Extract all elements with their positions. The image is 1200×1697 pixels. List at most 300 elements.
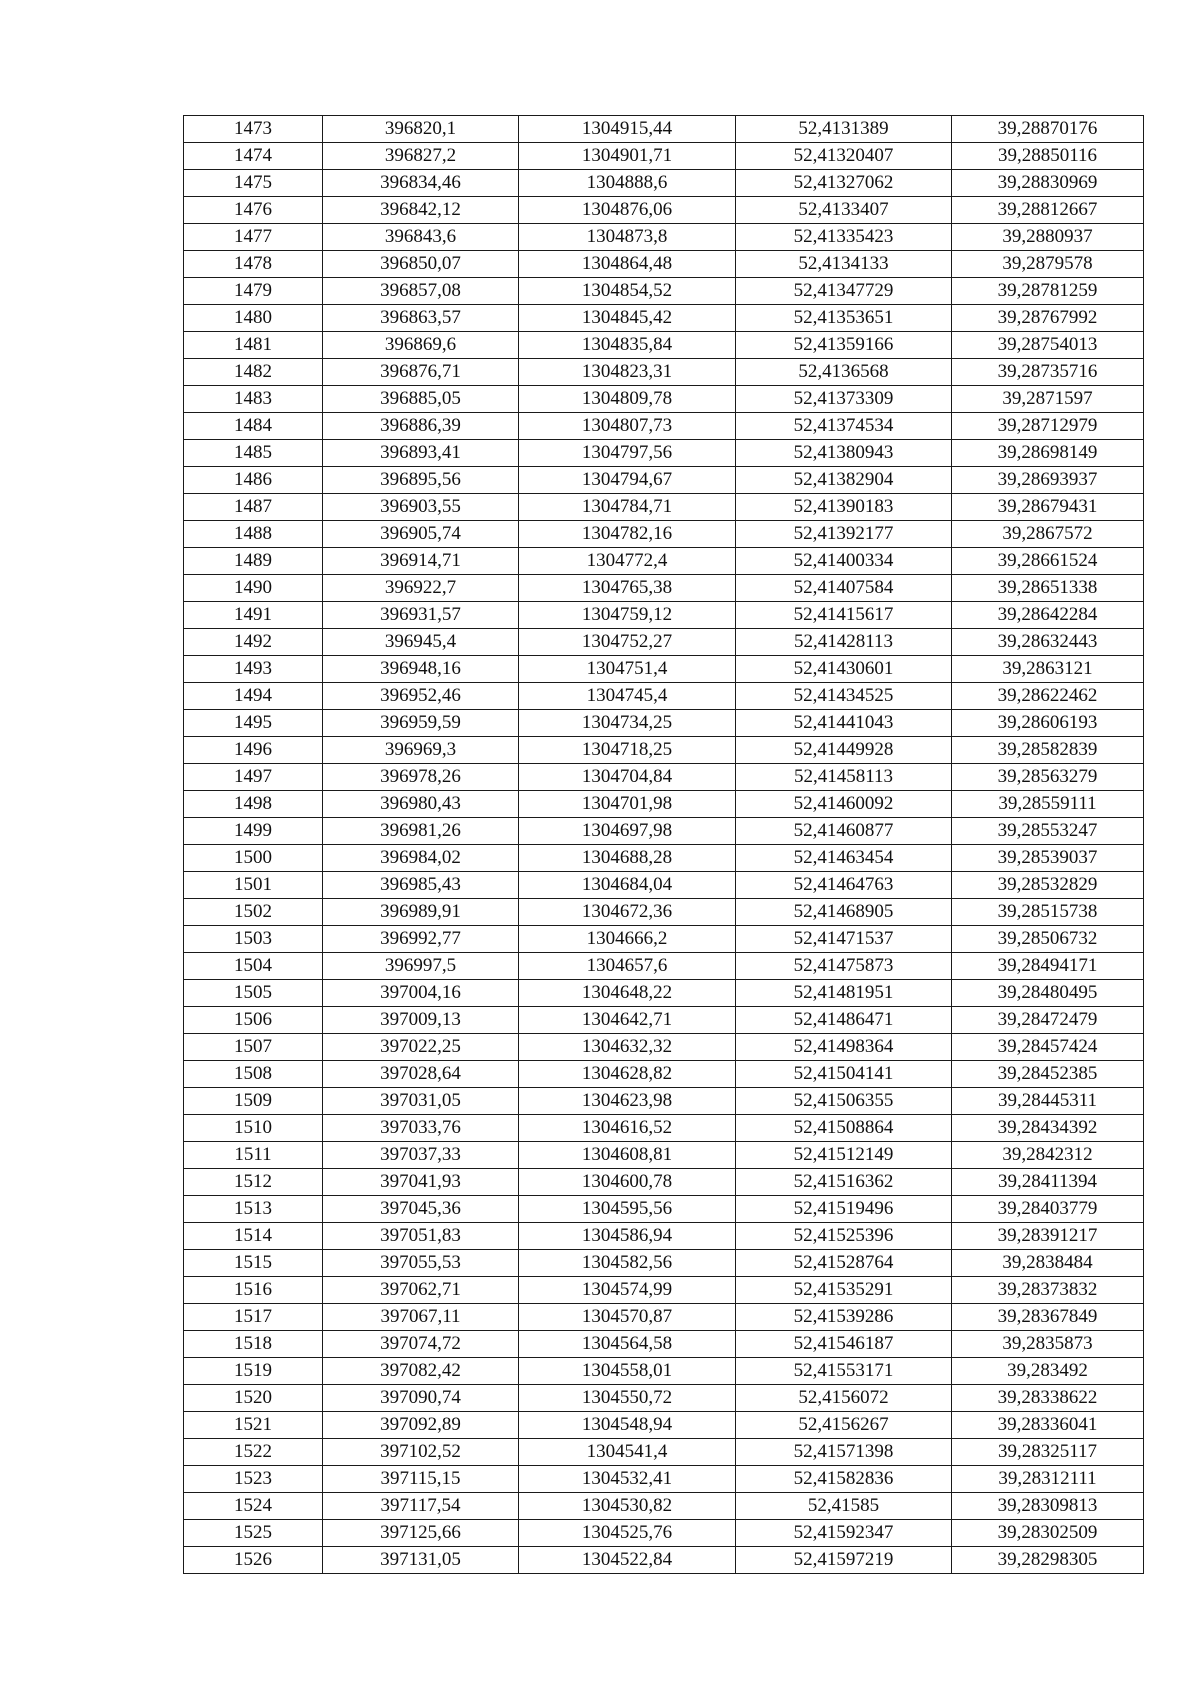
x-coordinate-cell: 396969,3	[323, 737, 519, 764]
longitude-cell: 39,28539037	[952, 845, 1144, 872]
longitude-cell: 39,2871597	[952, 386, 1144, 413]
longitude-cell: 39,28632443	[952, 629, 1144, 656]
table-row	[184, 224, 1144, 251]
latitude-cell: 52,41597219	[736, 1547, 952, 1574]
latitude-cell: 52,41392177	[736, 521, 952, 548]
latitude-cell: 52,41464763	[736, 872, 952, 899]
x-coordinate-cell: 397115,15	[323, 1466, 519, 1493]
table-row	[184, 1466, 1144, 1493]
longitude-cell: 39,28336041	[952, 1412, 1144, 1439]
table-row	[184, 845, 1144, 872]
latitude-cell: 52,41468905	[736, 899, 952, 926]
y-coordinate-cell: 1304704,84	[519, 764, 736, 791]
longitude-cell: 39,28515738	[952, 899, 1144, 926]
longitude-cell: 39,28403779	[952, 1196, 1144, 1223]
table-row	[184, 170, 1144, 197]
longitude-cell: 39,28812667	[952, 197, 1144, 224]
point-number-cell: 1520	[184, 1385, 323, 1412]
y-coordinate-cell: 1304688,28	[519, 845, 736, 872]
longitude-cell: 39,28472479	[952, 1007, 1144, 1034]
x-coordinate-cell: 397028,64	[323, 1061, 519, 1088]
latitude-cell: 52,41486471	[736, 1007, 952, 1034]
point-number-cell: 1499	[184, 818, 323, 845]
longitude-cell: 39,2879578	[952, 251, 1144, 278]
y-coordinate-cell: 1304807,73	[519, 413, 736, 440]
y-coordinate-cell: 1304745,4	[519, 683, 736, 710]
longitude-cell: 39,28506732	[952, 926, 1144, 953]
y-coordinate-cell: 1304701,98	[519, 791, 736, 818]
point-number-cell: 1473	[184, 116, 323, 143]
point-number-cell: 1501	[184, 872, 323, 899]
longitude-cell: 39,28582839	[952, 737, 1144, 764]
longitude-cell: 39,28553247	[952, 818, 1144, 845]
point-number-cell: 1526	[184, 1547, 323, 1574]
longitude-cell: 39,28870176	[952, 116, 1144, 143]
longitude-cell: 39,28754013	[952, 332, 1144, 359]
y-coordinate-cell: 1304794,67	[519, 467, 736, 494]
table-row	[184, 1385, 1144, 1412]
table-row	[184, 1007, 1144, 1034]
table-row	[184, 629, 1144, 656]
y-coordinate-cell: 1304632,32	[519, 1034, 736, 1061]
longitude-cell: 39,2842312	[952, 1142, 1144, 1169]
longitude-cell: 39,28698149	[952, 440, 1144, 467]
x-coordinate-cell: 396952,46	[323, 683, 519, 710]
y-coordinate-cell: 1304784,71	[519, 494, 736, 521]
x-coordinate-cell: 396985,43	[323, 872, 519, 899]
y-coordinate-cell: 1304657,6	[519, 953, 736, 980]
point-number-cell: 1505	[184, 980, 323, 1007]
table-row	[184, 143, 1144, 170]
y-coordinate-cell: 1304873,8	[519, 224, 736, 251]
latitude-cell: 52,41582836	[736, 1466, 952, 1493]
table-row	[184, 656, 1144, 683]
point-number-cell: 1513	[184, 1196, 323, 1223]
y-coordinate-cell: 1304600,78	[519, 1169, 736, 1196]
table-row	[184, 1250, 1144, 1277]
table-row	[184, 953, 1144, 980]
latitude-cell: 52,41380943	[736, 440, 952, 467]
point-number-cell: 1482	[184, 359, 323, 386]
y-coordinate-cell: 1304548,94	[519, 1412, 736, 1439]
latitude-cell: 52,41535291	[736, 1277, 952, 1304]
table-row	[184, 1142, 1144, 1169]
x-coordinate-cell: 396863,57	[323, 305, 519, 332]
latitude-cell: 52,41475873	[736, 953, 952, 980]
latitude-cell: 52,41347729	[736, 278, 952, 305]
table-row	[184, 1115, 1144, 1142]
longitude-cell: 39,28559111	[952, 791, 1144, 818]
y-coordinate-cell: 1304901,71	[519, 143, 736, 170]
longitude-cell: 39,28850116	[952, 143, 1144, 170]
y-coordinate-cell: 1304864,48	[519, 251, 736, 278]
y-coordinate-cell: 1304586,94	[519, 1223, 736, 1250]
point-number-cell: 1474	[184, 143, 323, 170]
point-number-cell: 1476	[184, 197, 323, 224]
longitude-cell: 39,28563279	[952, 764, 1144, 791]
table-row	[184, 386, 1144, 413]
x-coordinate-cell: 397067,11	[323, 1304, 519, 1331]
longitude-cell: 39,28338622	[952, 1385, 1144, 1412]
longitude-cell: 39,2863121	[952, 656, 1144, 683]
latitude-cell: 52,4134133	[736, 251, 952, 278]
x-coordinate-cell: 396931,57	[323, 602, 519, 629]
longitude-cell: 39,2867572	[952, 521, 1144, 548]
y-coordinate-cell: 1304628,82	[519, 1061, 736, 1088]
y-coordinate-cell: 1304823,31	[519, 359, 736, 386]
x-coordinate-cell: 397031,05	[323, 1088, 519, 1115]
longitude-cell: 39,28606193	[952, 710, 1144, 737]
x-coordinate-cell: 396922,7	[323, 575, 519, 602]
table-row	[184, 332, 1144, 359]
point-number-cell: 1477	[184, 224, 323, 251]
point-number-cell: 1510	[184, 1115, 323, 1142]
x-coordinate-cell: 396893,41	[323, 440, 519, 467]
table-row	[184, 521, 1144, 548]
y-coordinate-cell: 1304522,84	[519, 1547, 736, 1574]
table-row	[184, 980, 1144, 1007]
table-row	[184, 1304, 1144, 1331]
x-coordinate-cell: 397062,71	[323, 1277, 519, 1304]
latitude-cell: 52,4133407	[736, 197, 952, 224]
longitude-cell: 39,283492	[952, 1358, 1144, 1385]
y-coordinate-cell: 1304550,72	[519, 1385, 736, 1412]
longitude-cell: 39,28622462	[952, 683, 1144, 710]
point-number-cell: 1483	[184, 386, 323, 413]
point-number-cell: 1512	[184, 1169, 323, 1196]
point-number-cell: 1486	[184, 467, 323, 494]
x-coordinate-cell: 397037,33	[323, 1142, 519, 1169]
latitude-cell: 52,4131389	[736, 116, 952, 143]
point-number-cell: 1479	[184, 278, 323, 305]
y-coordinate-cell: 1304718,25	[519, 737, 736, 764]
table-row	[184, 872, 1144, 899]
y-coordinate-cell: 1304854,52	[519, 278, 736, 305]
y-coordinate-cell: 1304666,2	[519, 926, 736, 953]
x-coordinate-cell: 397022,25	[323, 1034, 519, 1061]
table-row	[184, 251, 1144, 278]
y-coordinate-cell: 1304642,71	[519, 1007, 736, 1034]
longitude-cell: 39,2835873	[952, 1331, 1144, 1358]
point-number-cell: 1492	[184, 629, 323, 656]
point-number-cell: 1491	[184, 602, 323, 629]
longitude-cell: 39,28693937	[952, 467, 1144, 494]
y-coordinate-cell: 1304752,27	[519, 629, 736, 656]
point-number-cell: 1519	[184, 1358, 323, 1385]
latitude-cell: 52,4136568	[736, 359, 952, 386]
x-coordinate-cell: 396989,91	[323, 899, 519, 926]
longitude-cell: 39,28781259	[952, 278, 1144, 305]
point-number-cell: 1490	[184, 575, 323, 602]
x-coordinate-cell: 396978,26	[323, 764, 519, 791]
latitude-cell: 52,41519496	[736, 1196, 952, 1223]
x-coordinate-cell: 396885,05	[323, 386, 519, 413]
point-number-cell: 1523	[184, 1466, 323, 1493]
table-row	[184, 1412, 1144, 1439]
latitude-cell: 52,41374534	[736, 413, 952, 440]
point-number-cell: 1509	[184, 1088, 323, 1115]
latitude-cell: 52,41512149	[736, 1142, 952, 1169]
point-number-cell: 1524	[184, 1493, 323, 1520]
point-number-cell: 1484	[184, 413, 323, 440]
table-row	[184, 683, 1144, 710]
point-number-cell: 1502	[184, 899, 323, 926]
point-number-cell: 1497	[184, 764, 323, 791]
longitude-cell: 39,28411394	[952, 1169, 1144, 1196]
latitude-cell: 52,41481951	[736, 980, 952, 1007]
y-coordinate-cell: 1304570,87	[519, 1304, 736, 1331]
table-row	[184, 305, 1144, 332]
latitude-cell: 52,41373309	[736, 386, 952, 413]
x-coordinate-cell: 397055,53	[323, 1250, 519, 1277]
y-coordinate-cell: 1304616,52	[519, 1115, 736, 1142]
longitude-cell: 39,28373832	[952, 1277, 1144, 1304]
x-coordinate-cell: 397033,76	[323, 1115, 519, 1142]
x-coordinate-cell: 397041,93	[323, 1169, 519, 1196]
table-row	[184, 359, 1144, 386]
table-row	[184, 1223, 1144, 1250]
table-row	[184, 548, 1144, 575]
y-coordinate-cell: 1304772,4	[519, 548, 736, 575]
longitude-cell: 39,28309813	[952, 1493, 1144, 1520]
x-coordinate-cell: 397090,74	[323, 1385, 519, 1412]
x-coordinate-cell: 396834,46	[323, 170, 519, 197]
latitude-cell: 52,41359166	[736, 332, 952, 359]
y-coordinate-cell: 1304532,41	[519, 1466, 736, 1493]
table-row	[184, 1520, 1144, 1547]
longitude-cell: 39,28298305	[952, 1547, 1144, 1574]
y-coordinate-cell: 1304525,76	[519, 1520, 736, 1547]
y-coordinate-cell: 1304765,38	[519, 575, 736, 602]
latitude-cell: 52,4156072	[736, 1385, 952, 1412]
y-coordinate-cell: 1304797,56	[519, 440, 736, 467]
longitude-cell: 39,28651338	[952, 575, 1144, 602]
x-coordinate-cell: 396842,12	[323, 197, 519, 224]
longitude-cell: 39,28480495	[952, 980, 1144, 1007]
x-coordinate-cell: 396850,07	[323, 251, 519, 278]
table-row	[184, 899, 1144, 926]
table-row	[184, 278, 1144, 305]
point-number-cell: 1481	[184, 332, 323, 359]
point-number-cell: 1498	[184, 791, 323, 818]
y-coordinate-cell: 1304759,12	[519, 602, 736, 629]
y-coordinate-cell: 1304623,98	[519, 1088, 736, 1115]
longitude-cell: 39,28830969	[952, 170, 1144, 197]
x-coordinate-cell: 396886,39	[323, 413, 519, 440]
table-row	[184, 413, 1144, 440]
latitude-cell: 52,41516362	[736, 1169, 952, 1196]
point-number-cell: 1508	[184, 1061, 323, 1088]
point-number-cell: 1507	[184, 1034, 323, 1061]
y-coordinate-cell: 1304697,98	[519, 818, 736, 845]
latitude-cell: 52,41460877	[736, 818, 952, 845]
y-coordinate-cell: 1304835,84	[519, 332, 736, 359]
longitude-cell: 39,28494171	[952, 953, 1144, 980]
longitude-cell: 39,28325117	[952, 1439, 1144, 1466]
latitude-cell: 52,41553171	[736, 1358, 952, 1385]
x-coordinate-cell: 397082,42	[323, 1358, 519, 1385]
x-coordinate-cell: 397117,54	[323, 1493, 519, 1520]
x-coordinate-cell: 397074,72	[323, 1331, 519, 1358]
table-row	[184, 1277, 1144, 1304]
longitude-cell: 39,28679431	[952, 494, 1144, 521]
latitude-cell: 52,41434525	[736, 683, 952, 710]
y-coordinate-cell: 1304888,6	[519, 170, 736, 197]
y-coordinate-cell: 1304751,4	[519, 656, 736, 683]
x-coordinate-cell: 396895,56	[323, 467, 519, 494]
table-row	[184, 926, 1144, 953]
latitude-cell: 52,41463454	[736, 845, 952, 872]
y-coordinate-cell: 1304574,99	[519, 1277, 736, 1304]
latitude-cell: 52,41441043	[736, 710, 952, 737]
longitude-cell: 39,28642284	[952, 602, 1144, 629]
longitude-cell: 39,28434392	[952, 1115, 1144, 1142]
longitude-cell: 39,28735716	[952, 359, 1144, 386]
x-coordinate-cell: 397051,83	[323, 1223, 519, 1250]
latitude-cell: 52,41407584	[736, 575, 952, 602]
point-number-cell: 1504	[184, 953, 323, 980]
x-coordinate-cell: 396959,59	[323, 710, 519, 737]
x-coordinate-cell: 396827,2	[323, 143, 519, 170]
latitude-cell: 52,41458113	[736, 764, 952, 791]
table-row	[184, 116, 1144, 143]
table-row	[184, 494, 1144, 521]
latitude-cell: 52,41382904	[736, 467, 952, 494]
latitude-cell: 52,41592347	[736, 1520, 952, 1547]
x-coordinate-cell: 396948,16	[323, 656, 519, 683]
x-coordinate-cell: 396914,71	[323, 548, 519, 575]
longitude-cell: 39,28661524	[952, 548, 1144, 575]
latitude-cell: 52,41428113	[736, 629, 952, 656]
longitude-cell: 39,28532829	[952, 872, 1144, 899]
table-row	[184, 440, 1144, 467]
latitude-cell: 52,41415617	[736, 602, 952, 629]
x-coordinate-cell: 397009,13	[323, 1007, 519, 1034]
table-row	[184, 1439, 1144, 1466]
point-number-cell: 1495	[184, 710, 323, 737]
table-row	[184, 1061, 1144, 1088]
table-row	[184, 1547, 1144, 1574]
x-coordinate-cell: 396843,6	[323, 224, 519, 251]
latitude-cell: 52,41449928	[736, 737, 952, 764]
longitude-cell: 39,28767992	[952, 305, 1144, 332]
x-coordinate-cell: 397125,66	[323, 1520, 519, 1547]
y-coordinate-cell: 1304530,82	[519, 1493, 736, 1520]
table-row	[184, 1493, 1144, 1520]
x-coordinate-cell: 397045,36	[323, 1196, 519, 1223]
table-row	[184, 791, 1144, 818]
point-number-cell: 1480	[184, 305, 323, 332]
x-coordinate-cell: 396945,4	[323, 629, 519, 656]
y-coordinate-cell: 1304582,56	[519, 1250, 736, 1277]
table-row	[184, 1169, 1144, 1196]
longitude-cell: 39,28457424	[952, 1034, 1144, 1061]
latitude-cell: 52,41320407	[736, 143, 952, 170]
x-coordinate-cell: 396905,74	[323, 521, 519, 548]
x-coordinate-cell: 397131,05	[323, 1547, 519, 1574]
x-coordinate-cell: 396820,1	[323, 116, 519, 143]
y-coordinate-cell: 1304564,58	[519, 1331, 736, 1358]
latitude-cell: 52,41390183	[736, 494, 952, 521]
latitude-cell: 52,41525396	[736, 1223, 952, 1250]
longitude-cell: 39,28391217	[952, 1223, 1144, 1250]
point-number-cell: 1485	[184, 440, 323, 467]
latitude-cell: 52,41353651	[736, 305, 952, 332]
latitude-cell: 52,41504141	[736, 1061, 952, 1088]
point-number-cell: 1489	[184, 548, 323, 575]
point-number-cell: 1525	[184, 1520, 323, 1547]
table-row	[184, 1196, 1144, 1223]
longitude-cell: 39,28452385	[952, 1061, 1144, 1088]
latitude-cell: 52,4156267	[736, 1412, 952, 1439]
point-number-cell: 1517	[184, 1304, 323, 1331]
latitude-cell: 52,41498364	[736, 1034, 952, 1061]
point-number-cell: 1514	[184, 1223, 323, 1250]
latitude-cell: 52,41546187	[736, 1331, 952, 1358]
y-coordinate-cell: 1304541,4	[519, 1439, 736, 1466]
longitude-cell: 39,28445311	[952, 1088, 1144, 1115]
coordinates-table	[183, 115, 1144, 1574]
y-coordinate-cell: 1304608,81	[519, 1142, 736, 1169]
y-coordinate-cell: 1304915,44	[519, 116, 736, 143]
longitude-cell: 39,28712979	[952, 413, 1144, 440]
x-coordinate-cell: 396981,26	[323, 818, 519, 845]
table-row	[184, 602, 1144, 629]
longitude-cell: 39,28367849	[952, 1304, 1144, 1331]
longitude-cell: 39,2880937	[952, 224, 1144, 251]
x-coordinate-cell: 396903,55	[323, 494, 519, 521]
latitude-cell: 52,41400334	[736, 548, 952, 575]
y-coordinate-cell: 1304558,01	[519, 1358, 736, 1385]
point-number-cell: 1522	[184, 1439, 323, 1466]
point-number-cell: 1496	[184, 737, 323, 764]
table-row	[184, 710, 1144, 737]
latitude-cell: 52,41471537	[736, 926, 952, 953]
y-coordinate-cell: 1304782,16	[519, 521, 736, 548]
point-number-cell: 1521	[184, 1412, 323, 1439]
x-coordinate-cell: 396984,02	[323, 845, 519, 872]
point-number-cell: 1506	[184, 1007, 323, 1034]
table-row	[184, 197, 1144, 224]
longitude-cell: 39,2838484	[952, 1250, 1144, 1277]
latitude-cell: 52,41430601	[736, 656, 952, 683]
table-row	[184, 1034, 1144, 1061]
x-coordinate-cell: 396857,08	[323, 278, 519, 305]
latitude-cell: 52,41506355	[736, 1088, 952, 1115]
x-coordinate-cell: 396876,71	[323, 359, 519, 386]
point-number-cell: 1518	[184, 1331, 323, 1358]
point-number-cell: 1488	[184, 521, 323, 548]
latitude-cell: 52,41528764	[736, 1250, 952, 1277]
point-number-cell: 1511	[184, 1142, 323, 1169]
table-row	[184, 737, 1144, 764]
point-number-cell: 1478	[184, 251, 323, 278]
longitude-cell: 39,28302509	[952, 1520, 1144, 1547]
latitude-cell: 52,41539286	[736, 1304, 952, 1331]
x-coordinate-cell: 396997,5	[323, 953, 519, 980]
x-coordinate-cell: 397004,16	[323, 980, 519, 1007]
table-row	[184, 575, 1144, 602]
latitude-cell: 52,41335423	[736, 224, 952, 251]
latitude-cell: 52,41508864	[736, 1115, 952, 1142]
y-coordinate-cell: 1304684,04	[519, 872, 736, 899]
point-number-cell: 1494	[184, 683, 323, 710]
coordinates-table-body	[184, 116, 1144, 1574]
table-row	[184, 467, 1144, 494]
point-number-cell: 1516	[184, 1277, 323, 1304]
table-row	[184, 764, 1144, 791]
latitude-cell: 52,41585	[736, 1493, 952, 1520]
